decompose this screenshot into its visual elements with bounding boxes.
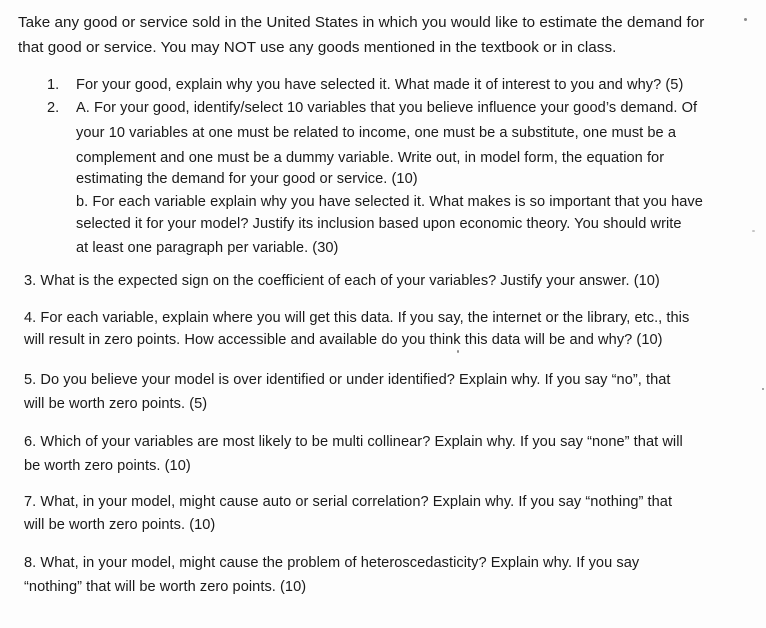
question-1-line-1: For your good, explain why you have selected it. What made it of interest to you and why? (5) (76, 77, 684, 93)
question-6-line-2: be worth zero points. (10) (24, 458, 191, 474)
question-2-line-7: at least one paragraph per variable. (30) (76, 240, 339, 256)
question-2-line-6: selected it for your model? Justify its inclusion based upon economic theory. You should write (76, 216, 682, 232)
question-4-line-2: will result in zero points. How accessible and available do you think this data will be and why? (10) (24, 332, 663, 348)
question-2-line-3: complement and one must be a dummy variable. Write out, in model form, the equation for (76, 150, 665, 166)
question-5-line-1: 5. Do you believe your model is over identified or under identified? Explain why. If you say “no”, that (24, 372, 671, 388)
question-8-line-1: 8. What, in your model, might cause the problem of heteroscedasticity? Explain why. If you say (24, 555, 640, 571)
scan-speck (744, 18, 747, 21)
question-2-number: 2. (47, 100, 60, 116)
question-7-line-1: 7. What, in your model, might cause auto or serial correlation? Explain why. If you say “nothing” that (24, 494, 673, 510)
scan-speck (752, 230, 755, 232)
question-2-line-5: b. For each variable explain why you have selected it. What makes is so important that you have (76, 194, 703, 210)
intro-line-1: Take any good or service sold in the United States in which you would like to estimate the demand for (18, 14, 705, 31)
question-6-line-1: 6. Which of your variables are most likely to be multi collinear? Explain why. If you say “none” that will (24, 434, 683, 450)
question-7-line-2: will be worth zero points. (10) (24, 517, 216, 533)
scan-speck (457, 350, 459, 353)
scan-speck (762, 388, 764, 390)
question-8-line-2: “nothing” that will be worth zero points. (10) (24, 579, 307, 595)
question-3-line-1: 3. What is the expected sign on the coefficient of each of your variables? Justify your answer. (10) (24, 273, 660, 289)
question-5-line-2: will be worth zero points. (5) (24, 396, 208, 412)
question-4-line-1: 4. For each variable, explain where you will get this data. If you say, the internet or the library, etc., this (24, 310, 690, 326)
question-2-line-1: A. For your good, identify/select 10 variables that you believe influence your good’s demand. Of (76, 100, 698, 116)
question-2-line-2: your 10 variables at one must be related to income, one must be a substitute, one must be a (76, 125, 676, 141)
question-1-number: 1. (47, 77, 60, 93)
question-2-line-4: estimating the demand for your good or service. (10) (76, 171, 418, 187)
intro-line-2: that good or service. You may NOT use any goods mentioned in the textbook or in class. (18, 39, 617, 56)
